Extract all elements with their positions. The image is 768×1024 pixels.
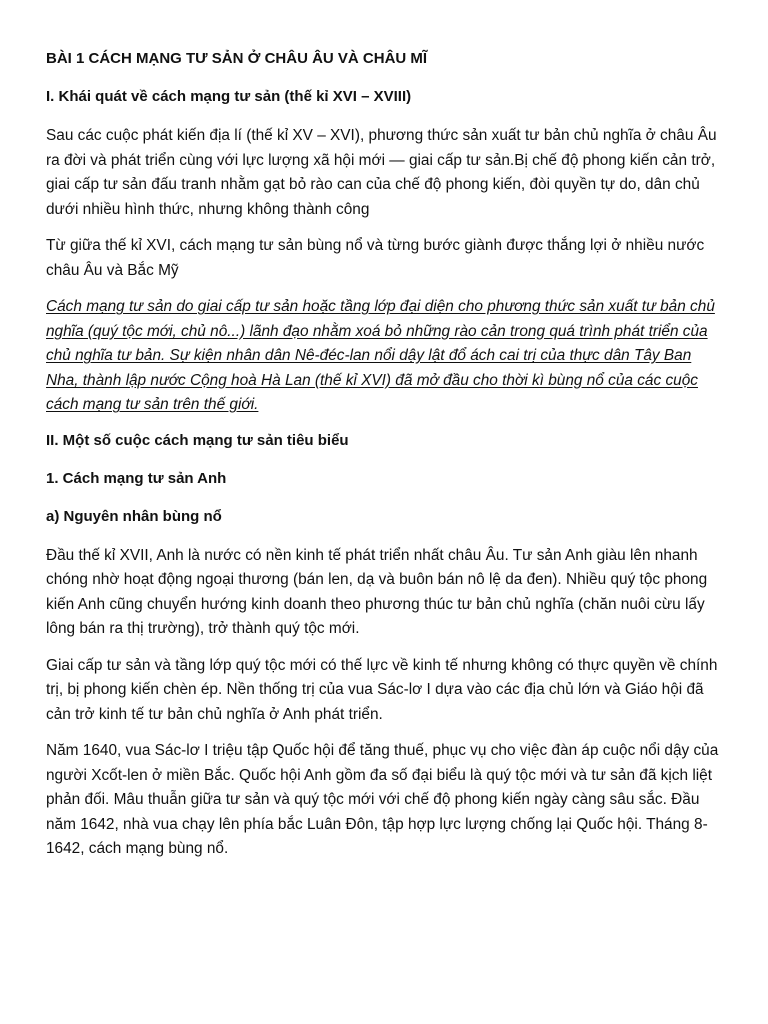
section-2-paragraph-2: Giai cấp tư sản và tầng lớp quý tộc mới có thế lực về kinh tế nhưng không có thực quyền về chính trị, bị phong kiến chèn ép. Nền thống trị của vua Sác-lơ I dựa vào các địa chủ lớn và Giáo hội đã cản trở kinh tế tư bản chủ nghĩa ở Anh phát triển. xyxy=(46,656,718,723)
section-1-paragraph-2: Từ giữa thế kỉ XVI, cách mạng tư sản bùng nổ và từng bước giành được thắng lợi ở nhiều nước châu Âu và Bắc Mỹ xyxy=(46,237,705,279)
document-page xyxy=(46,48,726,874)
section-1-paragraph-1: Sau các cuộc phát kiến địa lí (thế kỉ XV – XVI), phương thức sản xuất tư bản chủ nghĩa ở châu Âu ra đời và phát triển cùng với lực lượng xã hội mới — giai cấp tư sản.Bị chế độ phong kiến cản trở, giai cấp tư sản đấu tranh nhằm gạt bỏ rào can của chế độ phong kiến, đòi quyền tự do, dân chủ dưới nhiều hình thức, nhưng không thành công xyxy=(46,127,717,218)
section-2-heading: II. Một số cuộc cách mạng tư sản tiêu biểu xyxy=(46,431,349,449)
section-1-highlight-paragraph: Cách mạng tư sản do giai cấp tư sản hoặc tầng lớp đại diện cho phương thức sản xuất tư bản chủ nghĩa (quý tộc mới, chủ nô...) lãnh đạo nhằm xoá bỏ những rào cản trong quá trình phát triển của chủ nghĩa tư bản. Sự kiện nhân dân Nê-đéc-lan nổi dậy lật đổ ách cai trị của thực dân Tây Ban Nha, thành lập nước Cộng hoà Hà Lan (thế kỉ XVI) đã mở đầu cho thời kì bùng nổ của các cuộc cách mạng tư sản trên thế giới. xyxy=(46,298,715,413)
section-2-paragraph-1: Đầu thế kỉ XVII, Anh là nước có nền kinh tế phát triển nhất châu Âu. Tư sản Anh giàu lên nhanh chóng nhờ hoạt động ngoại thương (bán len, dạ và buôn bán nô lệ da đen). Nhiều quý tộc phong kiến Anh cũng chuyển hướng kinh doanh theo phương thúc tư bản chủ nghĩa (chăn nuôi cừu lấy lông bán ra thị trường), trở thành quý tộc mới. xyxy=(46,546,708,637)
section-1-heading: I. Khái quát về cách mạng tư sản (thế kỉ XVI – XVIII) xyxy=(46,88,412,105)
section-2-subsubheading: a) Nguyên nhân bùng nổ xyxy=(46,507,222,525)
document-title: BÀI 1 CÁCH MẠNG TƯ SẢN Ở CHÂU ÂU VÀ CHÂU MĨ xyxy=(46,50,428,67)
section-2-paragraph-3: Năm 1640, vua Sác-lơ I triệu tập Quốc hội để tăng thuế, phục vụ cho việc đàn áp cuộc nổi dậy của người Xcốt-len ở miền Bắc. Quốc hội Anh gồm đa số đại biểu là quý tộc mới và tư sản đã kịch liệt phản đối. Mâu thuẫn giữa tư sản và quý tộc mới với chế độ phong kiến ngày càng sâu sắc. Đầu năm 1642, nhà vua chạy lên phía bắc Luân Đôn, tập hợp lực lượng chống lại Quốc hội. Tháng 8-1642, cách mạng bùng nổ. xyxy=(46,742,719,857)
section-2-subheading: 1. Cách mạng tư sản Anh xyxy=(46,469,227,487)
